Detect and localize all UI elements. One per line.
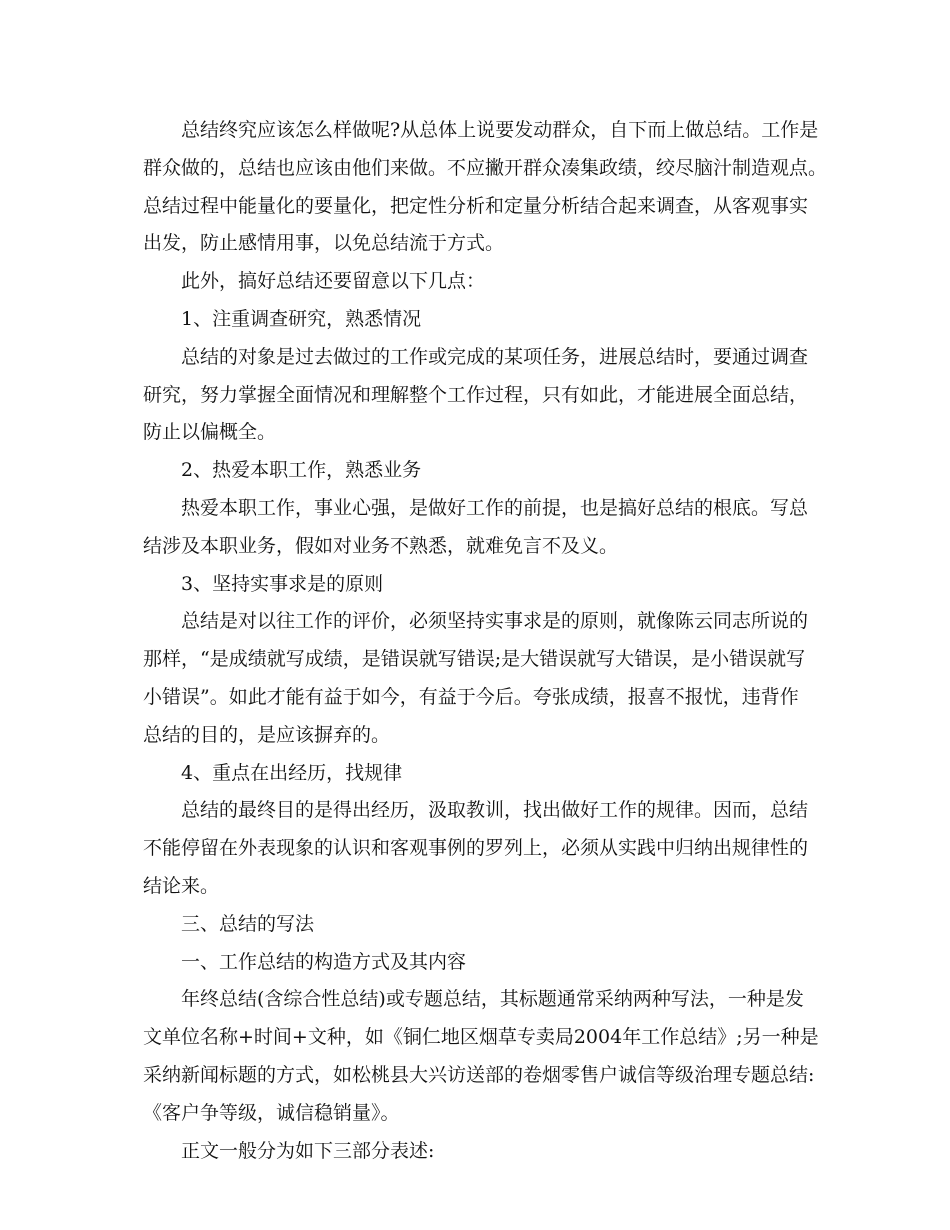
text-line: 小错误”。如此才能有益于如今，有益于今后。夸张成绩，报喜不报忧，违背作 — [143, 685, 799, 708]
text-line: 总结终究应该怎么样做呢?从总体上说要发动群众，自下而上做总结。工作是 — [181, 119, 819, 141]
text-line: 正文一般分为如下三部分表述: — [181, 1139, 435, 1162]
text-line: 那样，“是成绩就写成绩，是错误就写错误;是大错误就写大错误，是小错误就写 — [143, 648, 806, 671]
text-line: 结涉及本职业务，假如对业务不熟悉，就难免言不及义。 — [143, 534, 619, 557]
text-line: 研究，努力掌握全面情况和理解整个工作过程，只有如此，才能进展全面总结， — [143, 383, 809, 406]
text-line: 结论来。 — [143, 874, 220, 897]
text-line: 总结的最终目的是得出经历，汲取教训，找出做好工作的规律。因而，总结 — [181, 799, 809, 822]
text-line: 总结的目的，是应该摒弃的。 — [143, 723, 391, 746]
text-line: 3、坚持实事求是的原则 — [181, 572, 384, 595]
text-line: 一、工作总结的构造方式及其内容 — [181, 950, 467, 973]
text-line: 防止以偏概全。 — [143, 421, 277, 444]
text-line: 此外，搞好总结还要留意以下几点： — [181, 270, 486, 293]
text-line: 群众做的，总结也应该由他们来做。不应撇开群众凑集政绩，绞尽脑汁制造观点。 — [143, 156, 828, 179]
text-line: 2、热爱本职工作，熟悉业务 — [181, 459, 422, 482]
text-line: 采纳新闻标题的方式，如松桃县大兴访送部的卷烟零售户诚信等级治理专题总结: — [143, 1063, 815, 1086]
text-line: 4、重点在出经历，找规律 — [181, 761, 403, 784]
text-line: 总结过程中能量化的要量化，把定性分析和定量分析结合起来调查，从客观事实 — [143, 194, 809, 217]
text-line: 三、总结的写法 — [181, 912, 315, 935]
document-body — [143, 112, 828, 1170]
text-line: 《客户争等级，诚信稳销量》。 — [143, 1101, 400, 1124]
text-line: 不能停留在外表现象的认识和客观事例的罗列上，必须从实践中归纳出规律性的 — [143, 837, 809, 860]
text-line: 文单位名称+时间+文种，如《铜仁地区烟草专卖局2004年工作总结》;另一种是 — [143, 1026, 819, 1049]
text-line: 出发，防止感情用事，以免总结流于方式。 — [143, 232, 505, 255]
text-line: 年终总结(含综合性总结)或专题总结，其标题通常采纳两种写法，一种是发 — [181, 988, 804, 1011]
text-line: 热爱本职工作，事业心强，是做好工作的前提，也是搞好总结的根底。写总 — [181, 496, 809, 519]
text-line: 总结的对象是过去做过的工作或完成的某项任务，进展总结时，要通过调查 — [181, 345, 809, 368]
text-line: 1、注重调查研究，熟悉情况 — [181, 307, 422, 330]
text-line: 总结是对以往工作的评价，必须坚持实事求是的原则，就像陈云同志所说的 — [181, 610, 809, 633]
